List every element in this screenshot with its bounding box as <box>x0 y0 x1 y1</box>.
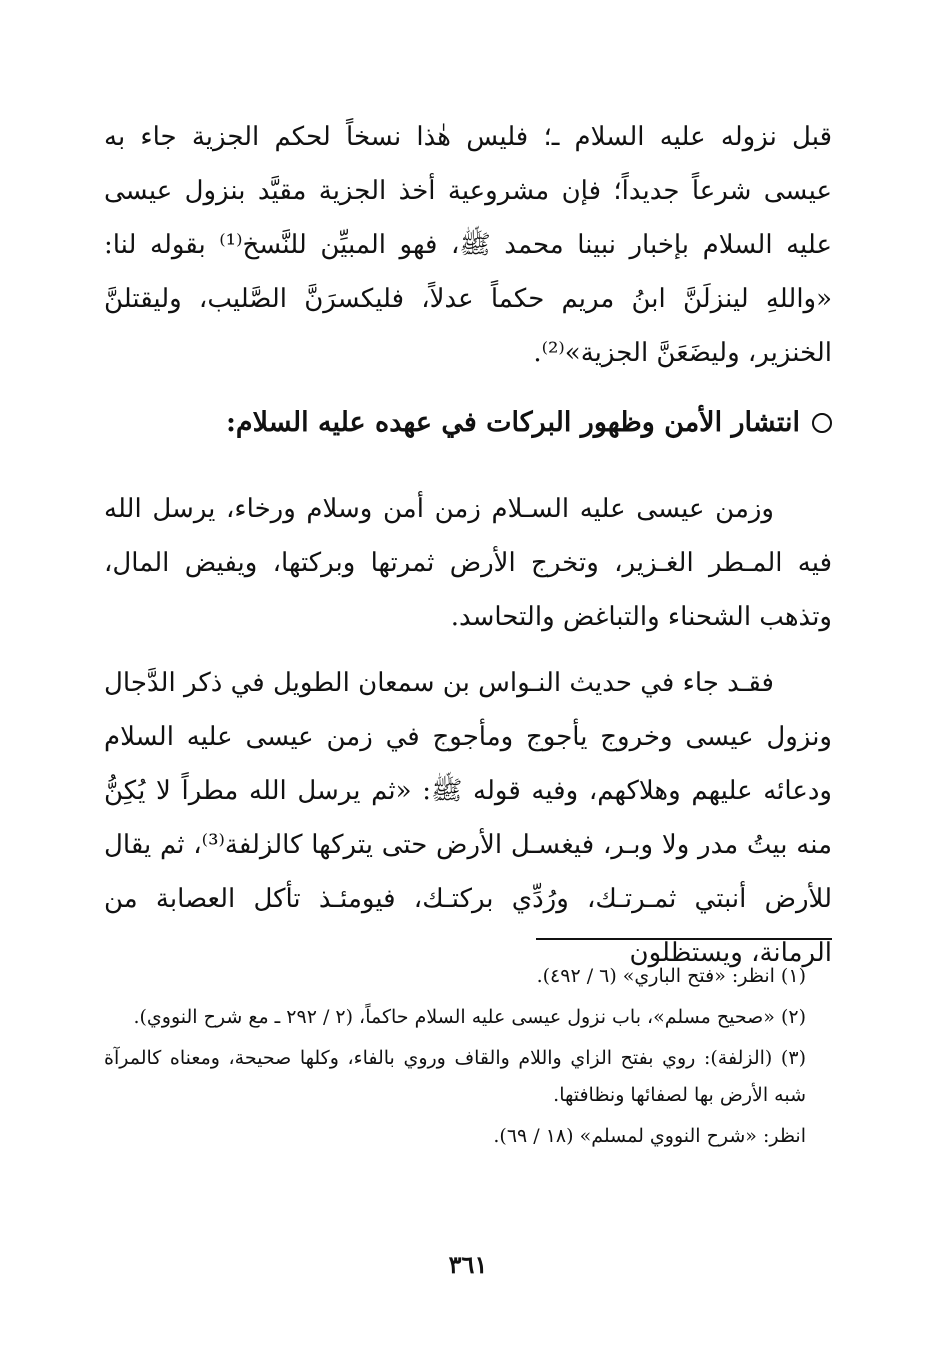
footnote-1: (١) انظر: «فتح الباري» (٦ / ٤٩٢). <box>536 965 806 987</box>
paragraph-continuation: قبل نزوله عليه السلام ـ؛ فليس هٰذا نسخاً لحكم الجزية جاء به عيسى شرعاً جديداً؛ فإن مشروعية أخذ الجزية مقيَّد بنزول عيسى عليه السلام بإخبار نبينا محمد ﷺ، فهو المبيِّن للنَّسخ⁽¹⁾ بقوله لنا: «واللهِ لينزلَنَّ ابنُ مريم حكماً عدلاً، فليكسرَنَّ الصَّليب، وليقتلنَّ الخنزير، وليضَعَنَّ الجزية»⁽²⁾. <box>104 122 833 368</box>
footnote-2: (٢) «صحيح مسلم»، باب نزول عيسى عليه السلام حاكماً، (٢ / ٢٩٢ ـ مع شرح النووي). <box>133 1006 806 1028</box>
footnotes <box>104 958 832 1159</box>
footnote-3: (٣) (الزلفة): روي بفتح الزاي واللام والقاف وروي بالفاء، وكلها صحيحة، ومعناه كالمرآة شبه الأرض بها لصفائها ونظافتها. <box>104 1047 806 1106</box>
section-heading-text: انتشار الأمن وظهور البركات في عهده عليه السلام: <box>225 407 800 438</box>
section-heading <box>104 398 832 448</box>
page-number: ٣٦١ <box>448 1250 488 1279</box>
circle-bullet-icon <box>812 413 832 433</box>
paragraph-nawwas-hadith: فقـد جاء في حديث النـواس بن سمعان الطويل في ذكر الدَّجال ونزول عيسى وخروج يأجوج ومأجوج في زمن عيسى عليه السلام ودعائه عليهم وهلاكهم، وفيه قوله ﷺ: «ثم يرسل الله مطراً لا يُكِنُّ منه بيتُ مدر ولا وبـر، فيغسـل الأرض حتى يتركها كالزلفة⁽³⁾، ثم يقال للأرض أنبتي ثمـرتـك، ورُدِّي بركتـك، فيومئـذ تأكل العصابة من الرمانة، ويستظلون <box>104 668 832 968</box>
footnote-3-continuation: انظر: «شرح النووي لمسلم» (١٨ / ٦٩). <box>493 1125 806 1147</box>
paragraph-era-of-peace: وزمن عيسى عليه السـلام زمن أمن وسلام ورخاء، يرسل الله فيه المـطر الغـزير، وتخرج الأرض ثمرتها وبركتها، ويفيض المال، وتذهب الشحناء والتباغض والتحاسد. <box>104 494 832 632</box>
footnote-separator <box>536 938 832 940</box>
